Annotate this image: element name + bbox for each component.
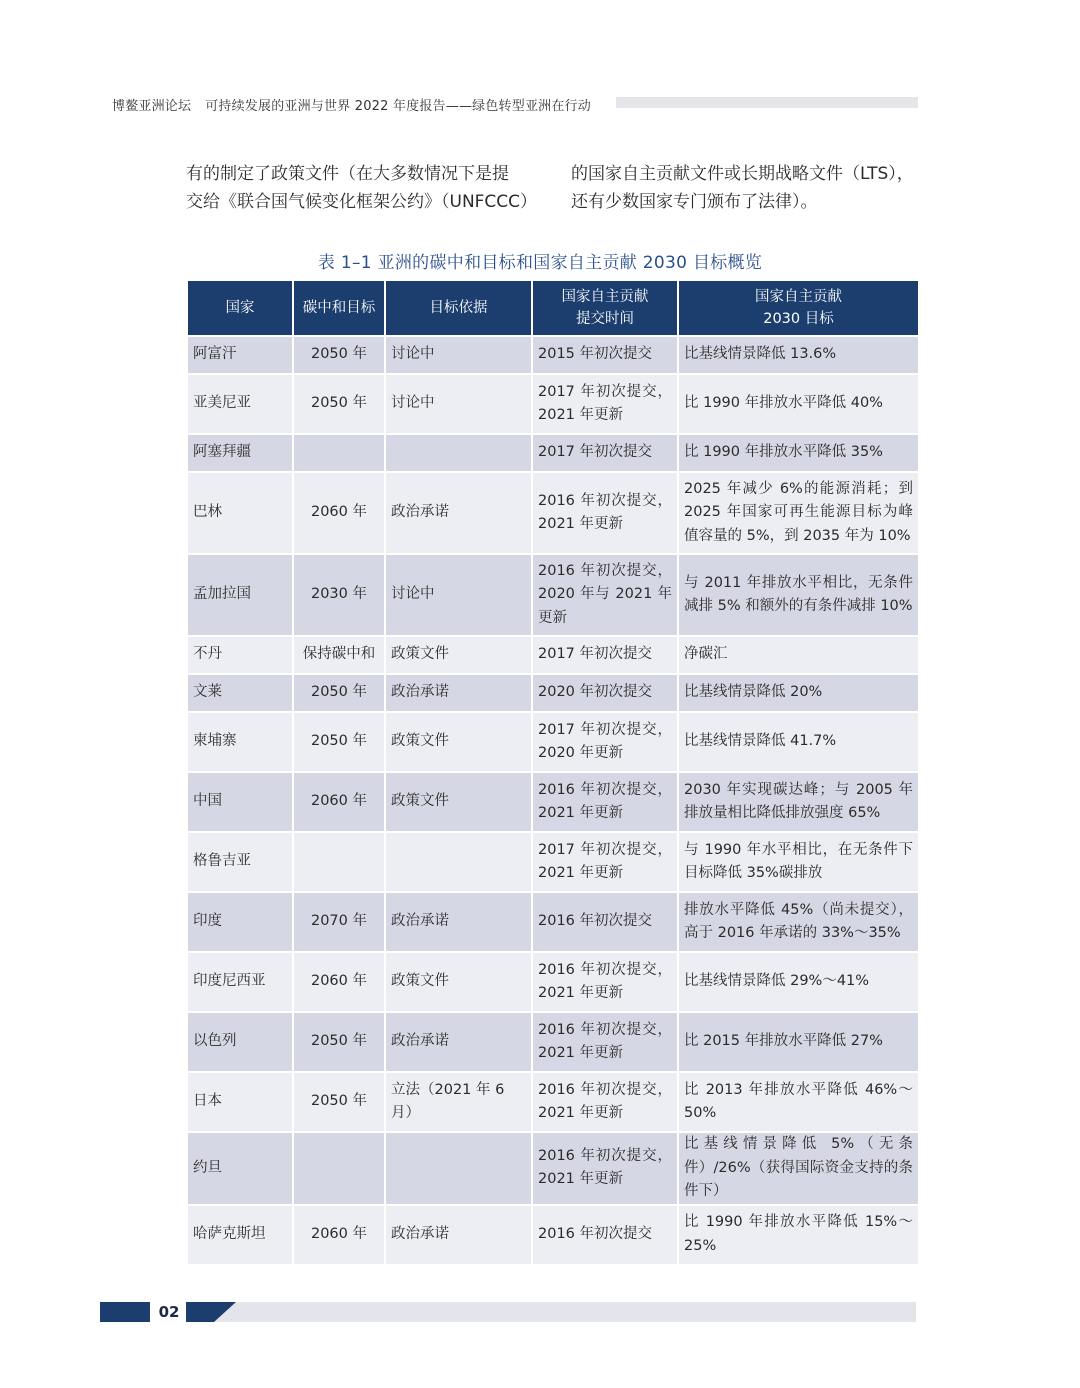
goal-cell: 排放水平降低 45%（尚未提交），高于 2016 年承诺的 33%～35% [678,892,919,952]
table-row [187,892,919,952]
goal-cell: 比基线情景降低 13.6% [678,336,919,374]
target-cell: 2050 年 [293,1072,385,1132]
table-row [187,674,919,712]
table-row [187,374,919,434]
target-cell: 保持碳中和 [293,636,385,674]
column-header: 国家 [187,280,293,336]
basis-cell: 讨论中 [385,554,532,636]
submission-cell: 2015 年初次提交 [532,336,678,374]
header-report-title: 可持续发展的亚洲与世界 2022 年度报告——绿色转型亚洲在行动 [205,99,591,114]
target-cell: 2050 年 [293,1012,385,1072]
submission-cell: 2020 年初次提交 [532,674,678,712]
basis-cell: 政策文件 [385,636,532,674]
goal-cell: 比 1990 年排放水平降低 40% [678,374,919,434]
footer-left-bar [100,1302,150,1322]
basis-cell [385,434,532,472]
country-cell: 日本 [187,1072,293,1132]
submission-cell: 2017 年初次提交 [532,434,678,472]
basis-cell: 讨论中 [385,374,532,434]
target-cell: 2060 年 [293,472,385,554]
intro-paragraph-right [571,160,921,216]
header-decor-bar [616,97,918,108]
submission-cell: 2016 年初次提交，2021 年更新 [532,1012,678,1072]
basis-cell [385,1132,532,1205]
target-cell: 2050 年 [293,336,385,374]
submission-cell: 2017 年初次提交，2020 年更新 [532,712,678,772]
goal-cell: 比 1990 年排放水平降低 35% [678,434,919,472]
intro-line: 还有少数国家专门颁布了法律）。 [571,192,818,212]
basis-cell [385,832,532,892]
target-cell: 2060 年 [293,952,385,1012]
goal-cell: 与 1990 年水平相比，在无条件下目标降低 35%碳排放 [678,832,919,892]
table-caption: 表 1–1 亚洲的碳中和目标和国家自主贡献 2030 目标概览 [317,253,763,273]
country-cell: 约旦 [187,1132,293,1205]
running-header [112,95,591,114]
basis-cell: 政策文件 [385,952,532,1012]
target-cell [293,434,385,472]
target-cell [293,1132,385,1205]
header-org: 博鳌亚洲论坛 [112,99,192,114]
submission-cell: 2016 年初次提交，2021 年更新 [532,1072,678,1132]
target-cell: 2060 年 [293,772,385,832]
table-row [187,1205,919,1265]
basis-cell: 政治承诺 [385,472,532,554]
table-row [187,554,919,636]
basis-cell: 政治承诺 [385,892,532,952]
intro-paragraph-left [186,160,546,216]
submission-cell: 2016 年初次提交，2021 年更新 [532,952,678,1012]
basis-cell: 讨论中 [385,336,532,374]
submission-cell: 2017 年初次提交，2021 年更新 [532,374,678,434]
table-row [187,832,919,892]
submission-cell: 2016 年初次提交 [532,892,678,952]
footer-slant-decor [186,1302,246,1322]
intro-line: 交给《联合国气候变化框架公约》（UNFCCC） [186,192,538,212]
submission-cell: 2016 年初次提交，2021 年更新 [532,1132,678,1205]
submission-cell: 2017 年初次提交 [532,636,678,674]
goal-cell: 比基线情景降低 29%～41% [678,952,919,1012]
table-header-row [187,280,919,336]
target-cell: 2030 年 [293,554,385,636]
basis-cell: 政治承诺 [385,1012,532,1072]
table-row [187,636,919,674]
intro-line: 的国家自主贡献文件或长期战略文件（LTS）， [571,164,914,184]
basis-cell: 政策文件 [385,772,532,832]
submission-cell: 2016 年初次提交，2021 年更新 [532,772,678,832]
basis-cell: 政治承诺 [385,1205,532,1265]
goal-cell: 与 2011 年排放水平相比，无条件减排 5% 和额外的有条件减排 10% [678,554,919,636]
table-row [187,472,919,554]
basis-cell: 立法（2021 年 6 月） [385,1072,532,1132]
country-cell: 哈萨克斯坦 [187,1205,293,1265]
table-row [187,712,919,772]
goal-cell: 比基线情景降低 5%（无条件）/26%（获得国际资金支持的条件下） [678,1132,919,1205]
goal-cell: 比基线情景降低 41.7% [678,712,919,772]
table-row [187,1012,919,1072]
country-cell: 亚美尼亚 [187,374,293,434]
country-cell: 柬埔寨 [187,712,293,772]
column-header: 国家自主贡献 提交时间 [532,280,678,336]
country-cell: 巴林 [187,472,293,554]
column-header: 国家自主贡献 2030 目标 [678,280,919,336]
submission-cell: 2017 年初次提交，2021 年更新 [532,832,678,892]
submission-cell: 2016 年初次提交 [532,1205,678,1265]
footer-right-bar [186,1302,916,1322]
table-row [187,1072,919,1132]
country-cell: 印度 [187,892,293,952]
table-row [187,1132,919,1205]
country-cell: 阿塞拜疆 [187,434,293,472]
target-cell: 2070 年 [293,892,385,952]
target-cell [293,832,385,892]
submission-cell: 2016 年初次提交，2021 年更新 [532,472,678,554]
table-row [187,772,919,832]
submission-cell: 2016 年初次提交，2020 年与 2021 年更新 [532,554,678,636]
country-cell: 印度尼西亚 [187,952,293,1012]
target-cell: 2050 年 [293,674,385,712]
target-cell: 2060 年 [293,1205,385,1265]
carbon-neutral-table [186,279,920,1266]
goal-cell: 比基线情景降低 20% [678,674,919,712]
intro-line: 有的制定了政策文件（在大多数情况下是提 [186,164,509,184]
column-header: 目标依据 [385,280,532,336]
country-cell: 中国 [187,772,293,832]
goal-cell: 净碳汇 [678,636,919,674]
goal-cell: 比 2013 年排放水平降低 46%～50% [678,1072,919,1132]
goal-cell: 2025 年减少 6%的能源消耗；到 2025 年国家可再生能源目标为峰值容量的 5%，到 2035 年为 10% [678,472,919,554]
country-cell: 不丹 [187,636,293,674]
basis-cell: 政治承诺 [385,674,532,712]
basis-cell: 政策文件 [385,712,532,772]
page-number: 02 [158,1303,180,1321]
country-cell: 孟加拉国 [187,554,293,636]
table-row [187,952,919,1012]
goal-cell: 比 1990 年排放水平降低 15%～25% [678,1205,919,1265]
table-row [187,434,919,472]
country-cell: 阿富汗 [187,336,293,374]
country-cell: 以色列 [187,1012,293,1072]
table-row [187,336,919,374]
target-cell: 2050 年 [293,374,385,434]
country-cell: 文莱 [187,674,293,712]
goal-cell: 比 2015 年排放水平降低 27% [678,1012,919,1072]
country-cell: 格鲁吉亚 [187,832,293,892]
goal-cell: 2030 年实现碳达峰；与 2005 年排放量相比降低排放强度 65% [678,772,919,832]
column-header: 碳中和目标 [293,280,385,336]
target-cell: 2050 年 [293,712,385,772]
